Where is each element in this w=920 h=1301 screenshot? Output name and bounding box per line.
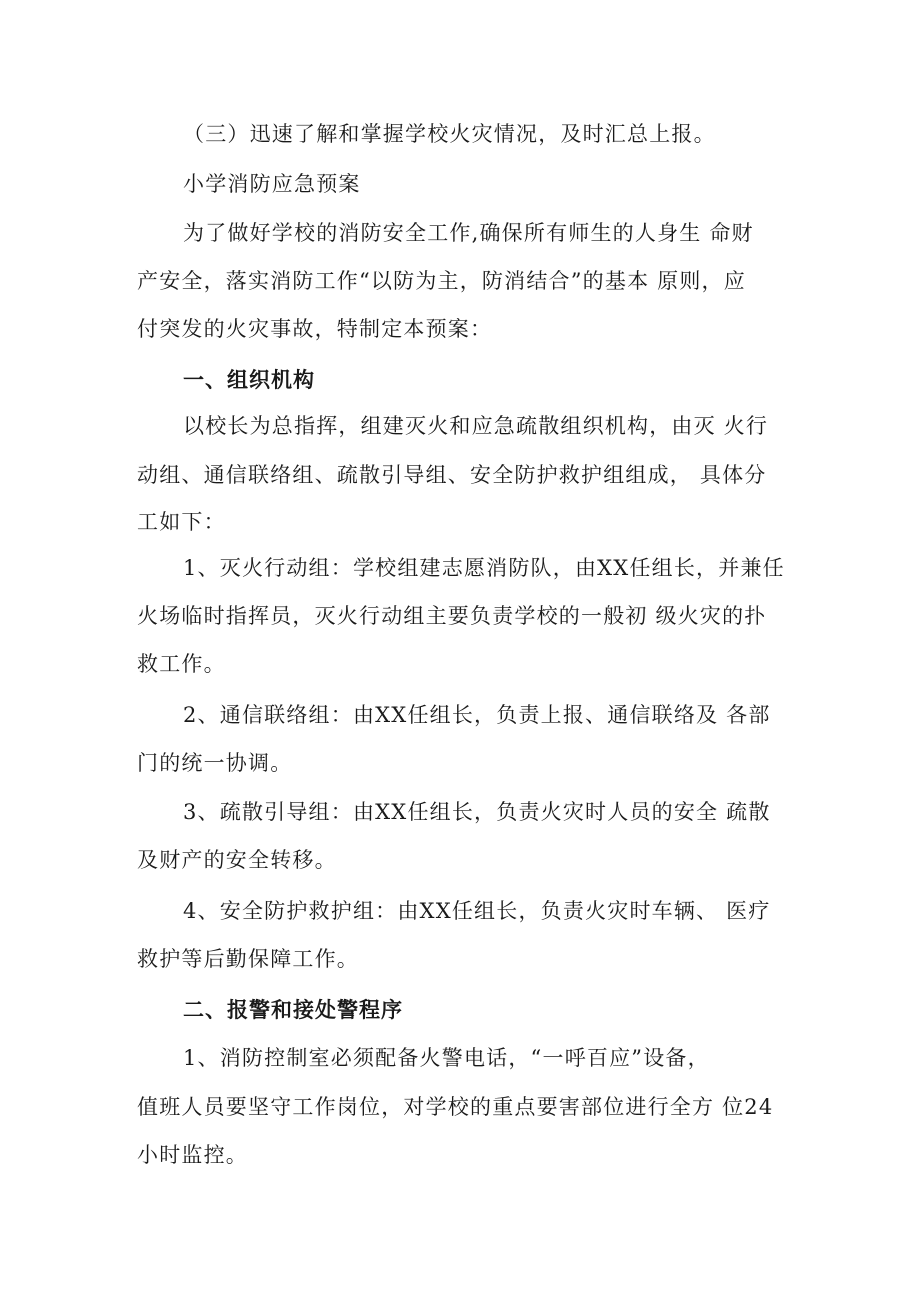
team-safety-rescue-line-2: 救护等后勤保障工作。 [137,947,359,971]
team-communication-line-2: 门的统一协调。 [137,751,293,775]
document-title: 小学消防应急预案 [183,172,361,196]
intro-paragraph-line-1: 为了做好学校的消防安全工作,确保所有师生的人身生 命财 [183,221,754,245]
alarm-procedure-line-3: 小时监控。 [137,1143,248,1167]
team-fire-action-line-3: 救工作。 [137,652,226,676]
organization-paragraph-line-1: 以校长为总指挥，组建灭火和应急疏散组织机构，由灭 火行 [183,414,769,438]
team-communication-line-1: 2、通信联络组：由XX任组长，负责上报、通信联络及 各部 [183,703,771,727]
alarm-procedure-line-1: 1、消防控制室必须配备火警电话，“一呼百应”设备， [183,1046,710,1070]
team-safety-rescue-line-1: 4、安全防护救护组：由XX任组长，负责火灾时车辆、 医疗 [183,899,771,923]
team-evacuation-line-1: 3、疏散引导组：由XX任组长，负责火灾时人员的安全 疏散 [183,800,771,824]
section-heading-organization: 一、组织机构 [183,368,315,392]
team-evacuation-line-2: 及财产的安全转移。 [137,848,337,872]
organization-paragraph-line-3: 工如下： [137,510,226,534]
section-heading-alarm-procedure: 二、报警和接处警程序 [183,998,403,1022]
intro-paragraph-line-3: 付突发的火灾事故，特制定本预案： [137,317,493,341]
team-fire-action-line-2: 火场临时指挥员，灭火行动组主要负责学校的一般初 级火灾的扑 [137,604,767,628]
subsection-item-three: （三）迅速了解和掌握学校火灾情况，及时汇总上报。 [183,122,716,146]
intro-paragraph-line-2: 产安全，落实消防工作“以防为主，防消结合”的基本 原则，应 [137,269,746,293]
alarm-procedure-line-2: 值班人员要坚守工作岗位，对学校的重点要害部位进行全方 位24 [137,1095,774,1119]
organization-paragraph-line-2: 动组、通信联络组、疏散引导组、安全防护救护组组成， 具体分 [137,463,767,487]
team-fire-action-line-1: 1、灭火行动组：学校组建志愿消防队，由XX任组长，并兼任 [183,556,785,580]
